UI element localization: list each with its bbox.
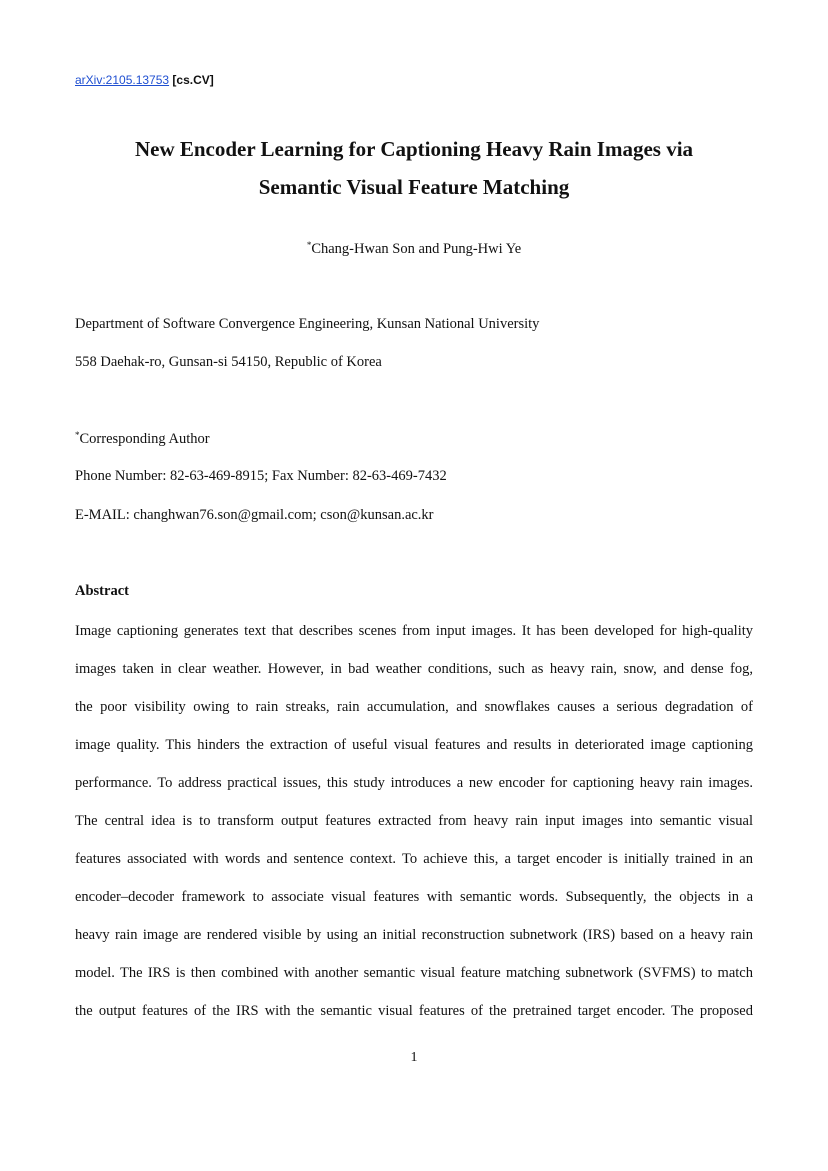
author-list	[0, 240, 828, 258]
paper-title-line-2: Semantic Visual Feature Matching	[258, 175, 570, 199]
arxiv-link[interactable]: arXiv:2105.13753	[75, 73, 170, 87]
abstract-line: the output features of the IRS with the semantic visual features of the pretrained target encoder. The proposed	[75, 1003, 753, 1019]
email-line: E-MAIL: changhwan76.son@gmail.com; cson@kunsan.ac.kr	[75, 507, 434, 523]
abstract-line: image quality. This hinders the extraction of useful visual features and results in deteriorated image captioning	[75, 737, 753, 753]
affiliation-department: Department of Software Convergence Engineering, Kunsan National University	[75, 316, 540, 332]
abstract-body	[75, 621, 753, 1039]
affiliation-address: 558 Daehak-ro, Gunsan-si 54150, Republic of Korea	[75, 354, 382, 370]
arxiv-category: [cs.CV]	[172, 73, 214, 87]
corresponding-author-text: Corresponding Author	[79, 431, 210, 447]
abstract-heading: Abstract	[75, 583, 129, 599]
corresponding-author-mark: *	[306, 240, 312, 250]
corresponding-mark: *	[75, 430, 80, 440]
corresponding-author-label	[75, 430, 210, 448]
abstract-line: heavy rain image are rendered visible by using an initial reconstruction subnetwork (IRS) based on a heavy rain	[75, 927, 753, 943]
abstract-line: model. The IRS is then combined with another semantic visual feature matching subnetwork (SVFMS) to match	[75, 965, 753, 981]
page-number: 1	[410, 1050, 418, 1065]
arxiv-identifier	[75, 73, 214, 87]
abstract-line: features associated with words and sentence context. To achieve this, a target encoder is initially trained in an	[75, 851, 753, 867]
abstract-line: Image captioning generates text that describes scenes from input images. It has been developed for high-quality	[75, 623, 753, 639]
paper-title-line-1: New Encoder Learning for Captioning Heavy Rain Images via	[134, 137, 694, 161]
phone-fax: Phone Number: 82-63-469-8915; Fax Number: 82-63-469-7432	[75, 468, 447, 484]
abstract-line: The central idea is to transform output features extracted from heavy rain input images into semantic visual	[75, 813, 753, 829]
paper-title	[60, 130, 768, 206]
abstract-line: images taken in clear weather. However, in bad weather conditions, such as heavy rain, snow, and dense fog,	[75, 661, 753, 677]
abstract-line: encoder–decoder framework to associate visual features with semantic words. Subsequently, the objects in a	[75, 889, 753, 905]
author-names: Chang-Hwan Son and Pung-Hwi Ye	[311, 241, 522, 257]
abstract-line: performance. To address practical issues, this study introduces a new encoder for captioning heavy rain images.	[75, 775, 753, 791]
abstract-line: the poor visibility owing to rain streaks, rain accumulation, and snowflakes causes a serious degradation of	[75, 699, 753, 715]
